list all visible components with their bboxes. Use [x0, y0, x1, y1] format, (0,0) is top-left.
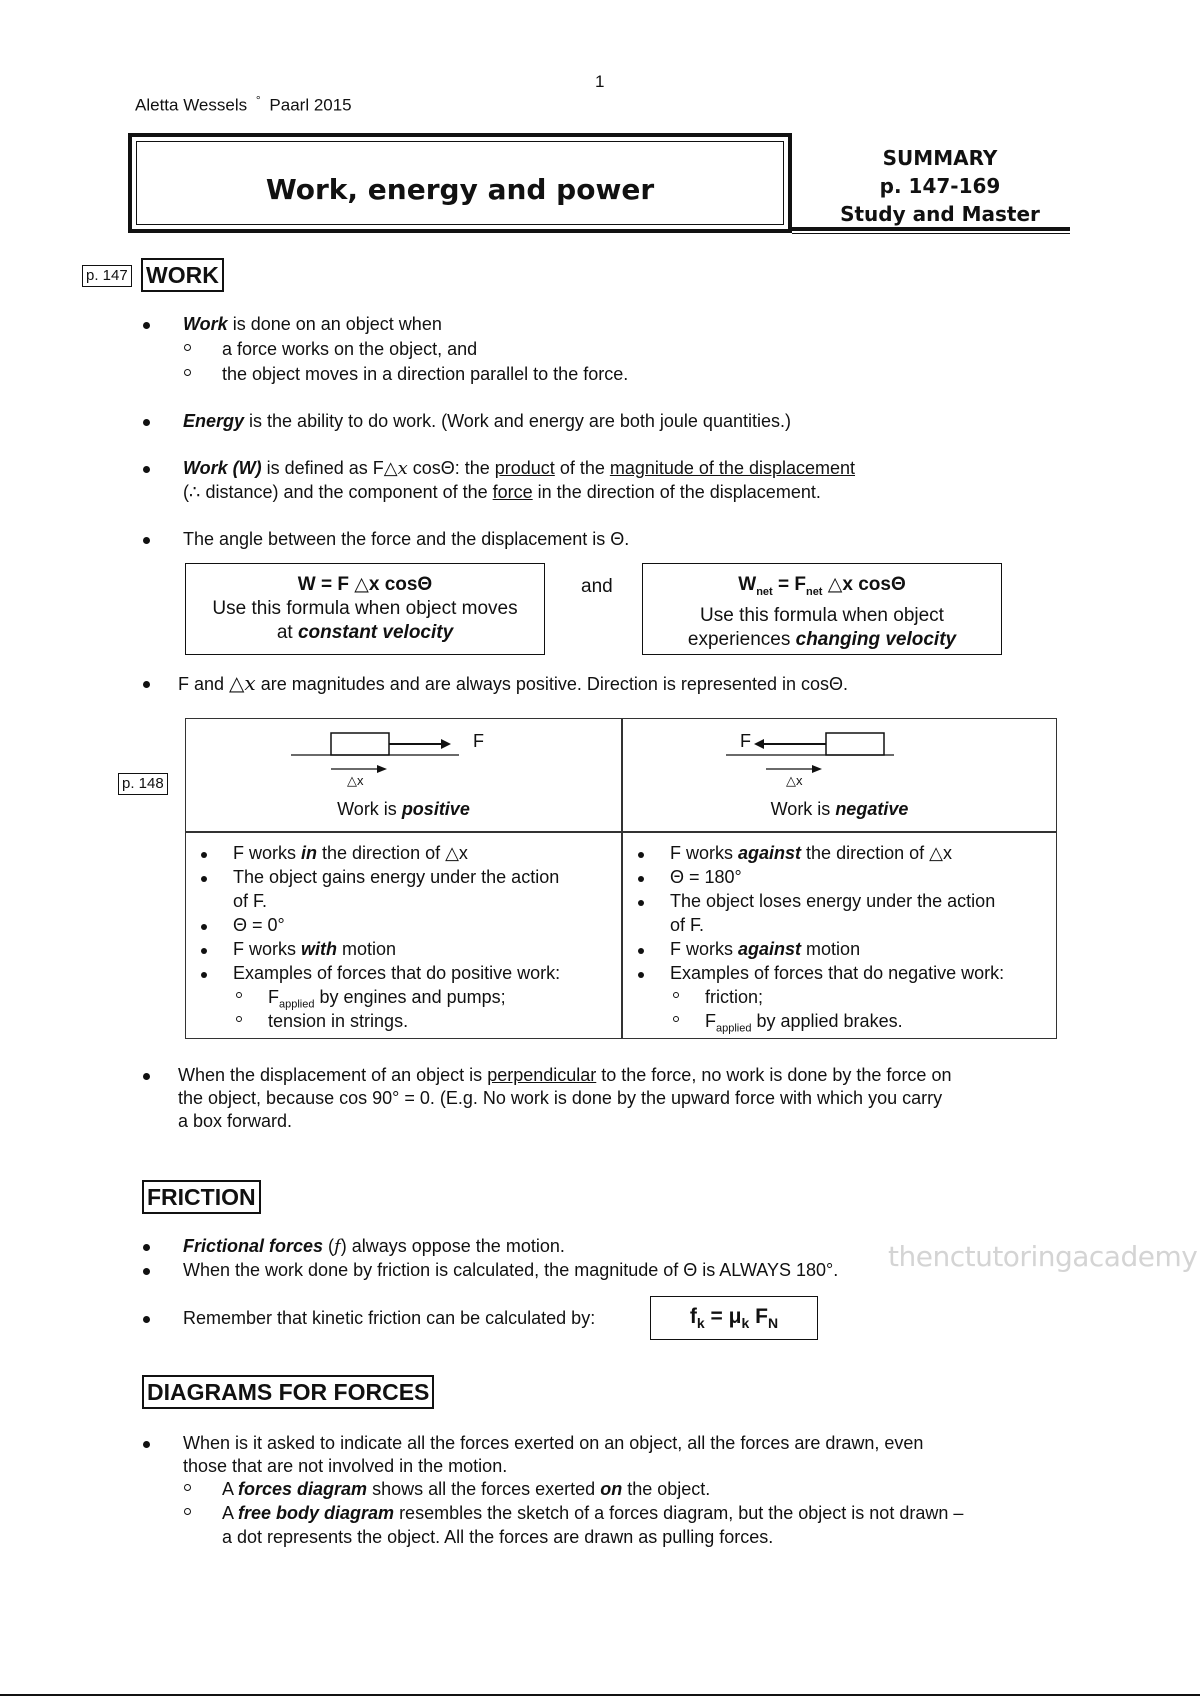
text-fragment: = μ — [704, 1305, 742, 1328]
table-horizontal-divider — [186, 831, 1056, 833]
bullet — [201, 948, 207, 954]
work-w-term: Work (W) — [183, 458, 262, 478]
emphasis: negative — [835, 799, 909, 819]
author-name: Aletta Wessels — [135, 95, 248, 115]
work-sign-table — [185, 718, 1057, 1039]
title-box-outer — [128, 133, 792, 233]
sub-bullet — [673, 992, 679, 998]
page-tag-148: p. 148 — [118, 773, 168, 795]
emphasis: constant velocity — [297, 622, 454, 643]
displacement-label: △x — [786, 773, 803, 788]
free-body-diagram-item — [222, 1502, 963, 1525]
text-fragment: are magnitudes and are always positive. Direction is represented in cosΘ. — [255, 674, 848, 694]
emphasis: in — [301, 843, 318, 863]
diagrams-item-line2: those that are not involved in the motion. — [183, 1456, 508, 1476]
friction-term: Frictional forces — [183, 1236, 324, 1256]
list-item: The object loses energy under the action — [670, 891, 996, 911]
text-fragment: F works — [233, 939, 302, 959]
positive-work-diagram — [291, 729, 491, 789]
formula-note: Use this formula when object moves — [212, 598, 518, 619]
work-formula-definition-line2 — [183, 481, 821, 504]
sub-bullet — [184, 1484, 191, 1491]
text-fragment: (∴ distance) and the component of the — [183, 482, 493, 502]
underlined-text: magnitude of the displacement — [609, 458, 856, 478]
emphasis: with — [301, 939, 338, 959]
sub-bullet — [236, 1016, 242, 1022]
list-item-continued: of F. — [670, 915, 705, 935]
emphasis: on — [600, 1479, 623, 1499]
text-fragment: always oppose the motion. — [346, 1236, 565, 1256]
sub-bullet — [184, 1508, 191, 1515]
summary-pages: p. 147-169 — [879, 174, 1001, 198]
bullet — [638, 876, 644, 882]
text-fragment: F — [749, 1305, 768, 1328]
work-term: Work — [183, 314, 228, 334]
underlined-text: force — [492, 482, 533, 502]
bullet — [638, 900, 644, 906]
negative-work-diagram — [726, 729, 926, 789]
text-fragment: the object. — [622, 1479, 711, 1499]
list-item — [233, 842, 468, 865]
summary-book: Study and Master — [840, 202, 1040, 226]
watermark: thenctutoringacademy — [888, 1240, 1198, 1273]
emphasis: positive — [401, 799, 470, 819]
author-line — [135, 89, 352, 117]
subscript: N — [767, 1315, 779, 1332]
negative-heading — [621, 799, 1058, 820]
text-fragment: the direction of △x — [317, 843, 468, 863]
force-label: F — [473, 731, 484, 751]
work-definition-item — [183, 313, 442, 336]
text-fragment: f — [689, 1305, 697, 1328]
text-fragment: W — [738, 574, 757, 595]
table-vertical-divider — [621, 719, 623, 1038]
friction-oppose-item: Frictional forces (f) always oppose the motion. — [183, 1236, 565, 1257]
sub-bullet — [184, 369, 191, 376]
angle-item: The angle between the force and the displacement is Θ. — [183, 529, 630, 549]
text-fragment: the direction of △x — [801, 843, 952, 863]
bullet — [143, 681, 150, 688]
summary-rule-thin — [792, 233, 1070, 234]
text-fragment: Work is — [337, 799, 402, 819]
list-item — [670, 842, 952, 865]
text-fragment: F and — [178, 674, 230, 694]
page-number: 1 — [595, 72, 605, 91]
bullet — [201, 972, 207, 978]
list-item: Θ = 0° — [233, 915, 285, 935]
work-heading: WORK — [141, 258, 224, 292]
page-bottom-rule — [0, 1694, 1200, 1696]
forces-diagram-item — [222, 1478, 710, 1501]
bullet — [143, 1268, 150, 1275]
sub-list-item: tension in strings. — [268, 1011, 409, 1031]
emphasis: free body diagram — [238, 1503, 395, 1523]
subscript: net — [805, 585, 823, 598]
text-fragment: by engines and pumps; — [314, 987, 506, 1007]
displacement-arrowhead — [377, 765, 387, 773]
block — [826, 733, 884, 755]
work-formula-definition — [183, 457, 855, 480]
diagrams-item-line1: When is it asked to indicate all the forces exerted on an object, all the forces are drawn, even — [183, 1433, 924, 1453]
text-fragment: resembles the sketch of a forces diagram, but the object is not drawn – — [394, 1503, 964, 1523]
bullet — [143, 322, 150, 329]
text-fragment: A — [222, 1479, 239, 1499]
text-fragment: When the displacement of an object is — [178, 1065, 488, 1085]
formula-wnet — [643, 573, 1001, 604]
formula-w: W = F △x cosΘ — [297, 574, 433, 595]
bullet — [201, 852, 207, 858]
text-fragment: = F — [772, 574, 806, 595]
kinetic-friction-item: Remember that kinetic friction can be calculated by: — [183, 1308, 596, 1328]
text-fragment: motion — [801, 939, 861, 959]
diagrams-heading: DIAGRAMS FOR FORCES — [142, 1375, 434, 1409]
work-sub-item-2: the object moves in a direction parallel to the force. — [222, 364, 629, 384]
text-fragment: F works — [670, 843, 739, 863]
sub-bullet — [236, 992, 242, 998]
bullet — [143, 466, 150, 473]
text-fragment: is defined as F — [261, 458, 384, 478]
text-fragment: by applied brakes. — [751, 1011, 903, 1031]
bullet — [638, 972, 644, 978]
text-fragment: A — [222, 1503, 239, 1523]
text-fragment: of the — [554, 458, 610, 478]
bullet — [638, 852, 644, 858]
subscript: k — [696, 1315, 705, 1332]
formula-note-2 — [643, 628, 1001, 652]
text-fragment: F — [705, 1011, 716, 1031]
formula-box-changing-velocity — [642, 563, 1002, 655]
text-fragment: △x cosΘ — [822, 574, 906, 595]
list-item: Examples of forces that do positive work: — [233, 963, 561, 983]
text-fragment: Work is — [770, 799, 836, 819]
subscript: applied — [279, 998, 315, 1011]
bullet — [638, 948, 644, 954]
emphasis: forces diagram — [238, 1479, 368, 1499]
list-item: Θ = 180° — [670, 867, 742, 887]
and-text: and — [581, 576, 613, 597]
energy-text: is the ability to do work. (Work and energy are both joule quantities.) — [244, 411, 791, 431]
summary-block — [820, 144, 1060, 228]
displacement-arrowhead — [812, 765, 822, 773]
delta-x-symbol: △x — [383, 458, 408, 479]
energy-term: Energy — [183, 411, 245, 431]
page-tag-147: p. 147 — [82, 265, 132, 287]
subscript: k — [741, 1315, 750, 1332]
bullet — [143, 1244, 150, 1251]
place-year: Paarl 2015 — [269, 95, 352, 115]
subscript: applied — [716, 1022, 752, 1035]
energy-item — [183, 410, 791, 433]
formula-note: Use this formula when object — [700, 604, 944, 626]
author-mark: ° — [255, 93, 261, 107]
page-title: Work, energy and power — [265, 173, 655, 206]
force-arrowhead — [754, 739, 764, 749]
sub-list-item — [705, 1010, 903, 1041]
text-fragment: to the force, no work is done by the force on — [596, 1065, 952, 1085]
work-sub-item-1: a force works on the object, and — [222, 339, 478, 359]
underlined-text: perpendicular — [487, 1065, 597, 1085]
text-fragment: F works — [233, 843, 302, 863]
list-item: Examples of forces that do negative work: — [670, 963, 1005, 983]
emphasis: against — [738, 843, 802, 863]
list-item: The object gains energy under the action — [233, 867, 560, 887]
kinetic-friction-formula-box — [650, 1296, 818, 1340]
perpendicular-item-line3: a box forward. — [178, 1111, 293, 1131]
text-fragment: at — [276, 622, 298, 643]
formula-box-constant-velocity — [185, 563, 545, 655]
friction-symbol: f — [334, 1236, 341, 1257]
friction-angle-item: When the work done by friction is calculated, the magnitude of Θ is ALWAYS 180°. — [183, 1260, 839, 1280]
subscript: net — [756, 585, 773, 598]
bullet — [143, 419, 150, 426]
sub-list-item: friction; — [705, 987, 764, 1007]
emphasis: against — [738, 939, 802, 959]
list-item — [670, 938, 860, 961]
list-item — [233, 938, 396, 961]
free-body-diagram-item-line2: a dot represents the object. All the forces are drawn as pulling forces. — [222, 1527, 774, 1547]
block — [331, 733, 389, 755]
magnitudes-item — [178, 672, 848, 696]
text-fragment: F — [268, 987, 279, 1007]
perpendicular-item-line1 — [178, 1064, 951, 1087]
sub-bullet — [184, 344, 191, 351]
formula-note-2 — [186, 621, 544, 645]
text-fragment: F works — [670, 939, 739, 959]
delta-x-symbol: △x — [229, 671, 256, 695]
text-fragment: shows all the forces exerted — [367, 1479, 601, 1499]
force-arrowhead — [441, 739, 451, 749]
bullet — [143, 537, 150, 544]
summary-label: SUMMARY — [882, 146, 998, 170]
list-item-continued: of F. — [233, 891, 268, 911]
bullet — [143, 1316, 150, 1323]
work-def-text: is done on an object when — [227, 314, 442, 334]
text-fragment: cosΘ: the — [407, 458, 495, 478]
bullet — [201, 876, 207, 882]
positive-heading — [186, 799, 621, 820]
text-fragment: experiences — [687, 628, 796, 650]
underlined-text: product — [494, 458, 555, 478]
text-fragment: motion — [337, 939, 397, 959]
bullet — [143, 1441, 150, 1448]
displacement-label: △x — [347, 773, 364, 788]
force-label: F — [740, 731, 751, 751]
bullet — [143, 1073, 150, 1080]
bullet — [201, 924, 207, 930]
text-fragment: in the direction of the displacement. — [532, 482, 821, 502]
emphasis: changing velocity — [795, 628, 957, 650]
friction-heading: FRICTION — [142, 1180, 261, 1214]
sub-bullet — [673, 1016, 679, 1022]
perpendicular-item-line2: the object, because cos 90° = 0. (E.g. No work is done by the upward force with which you carry — [178, 1088, 943, 1108]
